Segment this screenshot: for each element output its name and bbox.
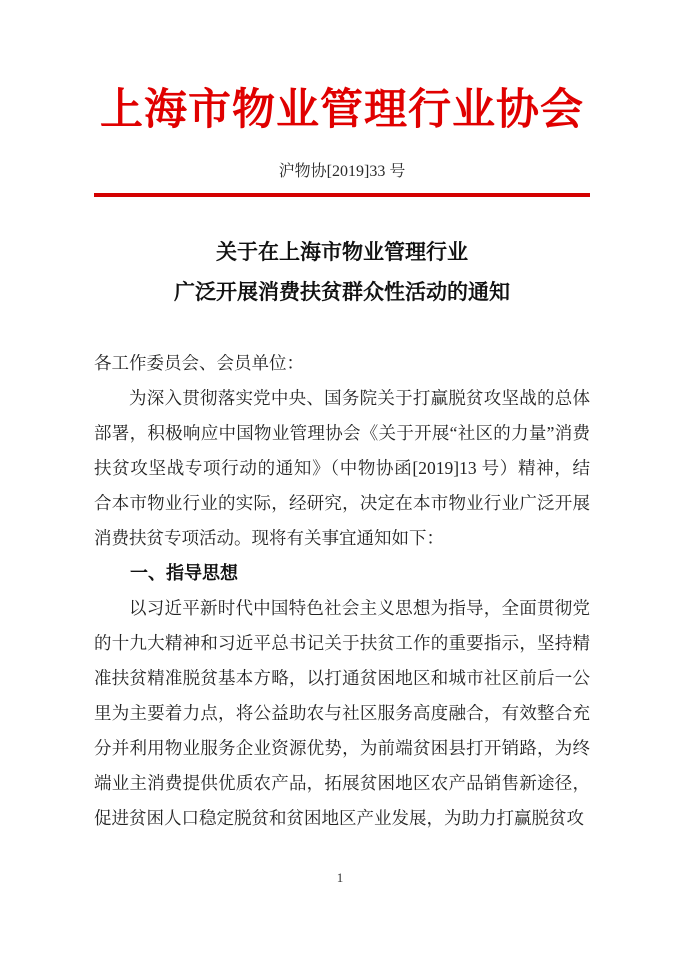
document-body bbox=[94, 346, 590, 836]
letterhead-divider-rule bbox=[94, 193, 590, 197]
salutation-line: 各工作委员会、会员单位： bbox=[94, 352, 304, 373]
document-number: 沪物协[2019]33 号 bbox=[278, 163, 406, 181]
document-content bbox=[0, 86, 680, 836]
document-title bbox=[94, 233, 590, 313]
letterhead-org-name: 上海市物业管理行业协会 bbox=[100, 87, 584, 134]
document-title-line-2: 广泛开展消费扶贫群众性活动的通知 bbox=[174, 280, 510, 304]
page-number: 1 bbox=[336, 870, 344, 885]
document-title-line-1: 关于在上海市物业管理行业 bbox=[216, 240, 468, 264]
paragraph-intro: 为深入贯彻落实党中央、国务院关于打赢脱贫攻坚战的总体部署，积极响应中国物业管理协会《关于开展“社区的力量”消费扶贫攻坚战专项行动的通知》（中物协函[2019]13 号）精神，结合本市物业行业的实际，经研究，决定在本市物业行业广泛开展消费扶贫专项活动。现将有关事宜通知如下： bbox=[94, 387, 590, 548]
section-heading-1: 一、指导思想 bbox=[130, 562, 238, 583]
paragraph-guiding-ideology: 以习近平新时代中国特色社会主义思想为指导，全面贯彻党的十九大精神和习近平总书记关于扶贫工作的重要指示，坚持精准扶贫精准脱贫基本方略，以打通贫困地区和城市社区前后一公里为主要着力点，将公益助农与社区服务高度融合，有效整合充分并利用物业服务企业资源优势，为前端贫困县打开销路，为终端业主消费提供优质农产品，拓展贫困地区农产品销售新途径，促进贫困人口稳定脱贫和贫困地区产业发展，为助力打赢脱贫攻 bbox=[94, 597, 590, 828]
